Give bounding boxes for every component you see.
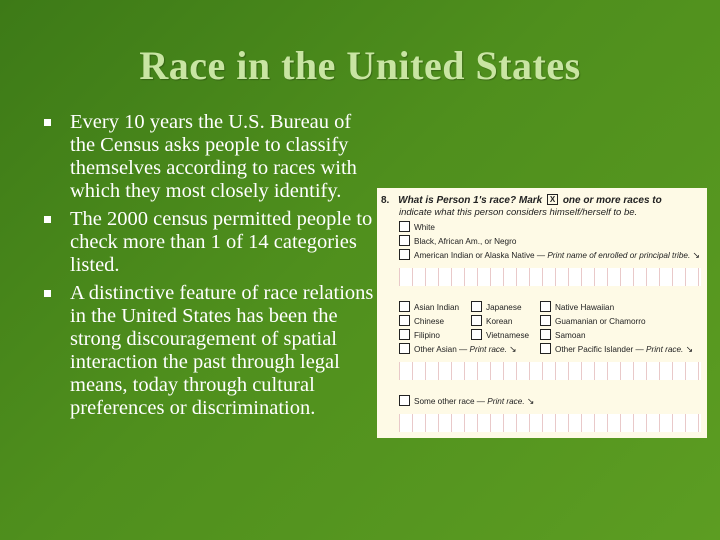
option-label: Black, African Am., or Negro [414, 237, 517, 246]
checkbox [399, 329, 410, 340]
question-tail: one or more races to [562, 195, 662, 206]
write-in-box [399, 362, 701, 380]
option-print-instruction: Print race. [469, 345, 507, 354]
square-bullet-icon [44, 119, 51, 126]
option-print-instruction: Print name of enrolled or principal tribe. [547, 251, 691, 260]
bullet-text: Every 10 years the U.S. Bureau of the Census asks people to classify themselves according to races with which they most closely identify. [70, 111, 357, 202]
checkbox [471, 301, 482, 312]
checkbox [399, 235, 410, 246]
down-arrow-icon: ↘ [692, 250, 701, 260]
option-label: Some other race — [414, 397, 485, 406]
option-black [399, 235, 516, 246]
bullet-item [44, 282, 374, 420]
bullet-list [44, 111, 374, 425]
option-print-instruction: Print race. [487, 397, 525, 406]
square-bullet-icon [44, 216, 51, 223]
slide-title: Race in the United States [139, 43, 581, 88]
option-label: White [414, 223, 435, 232]
option-label: Samoan [555, 331, 586, 340]
option-asian-indian [399, 301, 459, 312]
checkbox [399, 395, 410, 406]
mark-x-box: X [547, 194, 558, 205]
census-form-image [377, 188, 707, 438]
bullet-text: The 2000 census permitted people to check more than 1 of 14 categories listed. [70, 208, 373, 276]
option-label: Guamanian or Chamorro [555, 317, 646, 326]
option-hawaiian [540, 301, 614, 312]
option-filipino [399, 329, 440, 340]
form-question [381, 194, 662, 206]
option-other-asian [399, 343, 517, 355]
option-label: Asian Indian [414, 303, 460, 312]
option-other-pacific [540, 343, 693, 355]
option-label: Native Hawaiian [555, 303, 615, 312]
option-print-instruction: Print race. [646, 345, 684, 354]
option-white [399, 221, 435, 232]
checkbox [540, 343, 551, 354]
option-aian [399, 249, 700, 261]
option-label: Other Pacific Islander — [555, 345, 644, 354]
option-some-other [399, 395, 534, 407]
write-in-box [399, 268, 701, 286]
checkbox [399, 249, 410, 260]
write-in-box [399, 414, 701, 432]
square-bullet-icon [44, 290, 51, 297]
question-mark-word: Mark [518, 195, 543, 206]
option-korean [471, 315, 512, 326]
question-number: 8. [381, 195, 390, 206]
checkbox [399, 221, 410, 232]
option-label: American Indian or Alaska Native — [414, 251, 546, 260]
form-subline: indicate what this person considers himself/herself to be. [399, 207, 638, 218]
bullet-item [44, 111, 374, 203]
down-arrow-icon: ↘ [526, 396, 535, 406]
bullet-text: A distinctive feature of race relations in the United States has been the strong discouragement of spatial interaction the past through legal means, today through cultural preferences or discrimination. [70, 282, 374, 419]
checkbox [540, 301, 551, 312]
checkbox [399, 301, 410, 312]
checkbox [471, 329, 482, 340]
option-label: Japanese [486, 303, 522, 312]
checkbox [540, 329, 551, 340]
down-arrow-icon: ↘ [685, 344, 694, 354]
option-japanese [471, 301, 522, 312]
option-chinese [399, 315, 444, 326]
option-guamanian [540, 315, 646, 326]
option-label: Vietnamese [486, 331, 530, 340]
question-text: What is Person 1's race? [398, 195, 517, 206]
checkbox [399, 315, 410, 326]
down-arrow-icon: ↘ [509, 344, 517, 354]
checkbox [399, 343, 410, 354]
option-label: Chinese [414, 317, 445, 326]
bullet-item [44, 208, 374, 277]
option-label: Korean [486, 317, 513, 326]
option-vietnamese [471, 329, 529, 340]
option-samoan [540, 329, 586, 340]
checkbox [471, 315, 482, 326]
option-label: Filipino [414, 331, 440, 340]
checkbox [540, 315, 551, 326]
option-label: Other Asian — [414, 345, 468, 354]
